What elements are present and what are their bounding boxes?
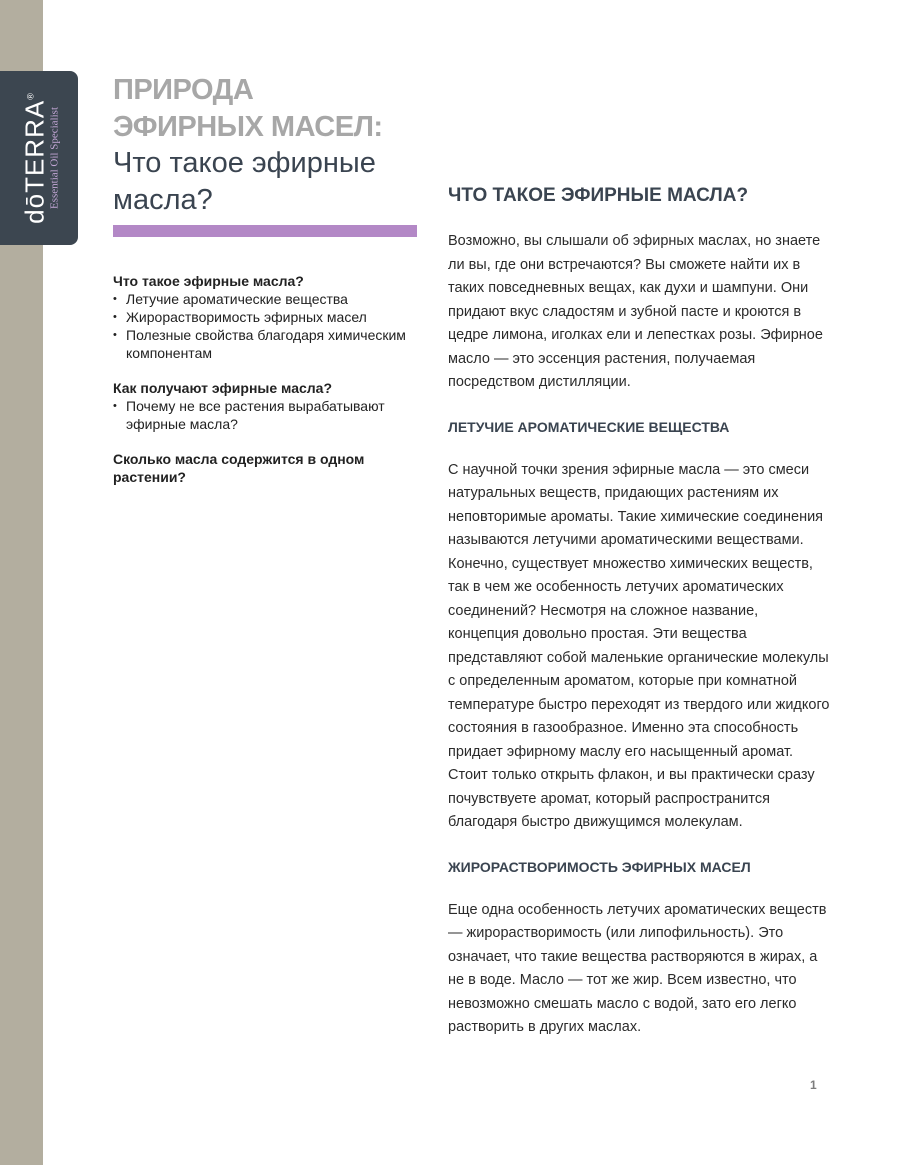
toc-heading-2: Как получают эфирные масла? [113,380,333,396]
article [448,184,833,1040]
title-line-3: Что такое эфирные [113,147,376,179]
section-body-volatile: С научной точки зрения эфирные масла — это смеси натуральных веществ, придающих растениям их неповторимые ароматы. Такие химические соединения называются летучими ароматическими веществами. Конечно, существует множество химических веществ, так в чем же особенность летучих ароматических соединений? Несмотря на сложное название, концепция довольно простая. Эти вещества представляют собой маленькие органические молекулы с определенным ароматом, которые при комнатной температуре быстро переходят из твердого или жидкого состояния в газообразное. Именно эта способность придает эфирному маслу его насыщенный аромат. Стоит только открыть флакон, и вы практически сразу почувствуете аромат, который распространится благодаря быстро движущимся молекулам. [448,461,830,830]
toc-heading-1: Что такое эфирные масла? [113,273,304,289]
toc-list-2 [113,397,413,433]
page-title-primary [113,72,433,146]
section-body-lipophilic: Еще одна особенность летучих ароматических веществ — жирорастворимость (или липофильность). Это означает, что такие вещества растворяются в жирах, а не в воде. Масло — тот же жир. Всем известно, что невозможно смешать масло с водой, зато его легко растворить в других маслах. [448,901,827,1035]
table-of-contents [113,272,413,486]
page-number: 1 [810,1078,817,1092]
title-line-2: ЭФИРНЫХ МАСЕЛ: [113,111,383,143]
section-heading-volatile: ЛЕТУЧИЕ АРОМАТИЧЕСКИЕ ВЕЩЕСТВА [448,418,730,435]
toc-heading-3: Сколько масла содержится в одном растении? [113,451,365,485]
toc-list-1 [113,290,413,362]
registered-mark: ® [25,92,36,100]
page-title-secondary [113,145,433,219]
title-line-4: масла? [113,184,213,216]
toc-item: • Летучие ароматические вещества [113,290,413,308]
article-intro: Возможно, вы слышали об эфирных маслах, но знаете ли вы, где они встречаются? Вы сможете найти их в таких повседневных вещах, как духи и шампуни. Они придают вкус сладостям и зубной пасте и кроются в цедре лимона, иголках ели и лепестках розы. Эфирное масло — это эссенция растения, получаемая посредством дистилляции. [448,233,823,390]
brand-subtitle: Essential Oil Specialist [48,106,61,210]
article-heading: ЧТО ТАКОЕ ЭФИРНЫЕ МАСЛА? [448,185,749,206]
toc-item: • Жирорастворимость эфирных масел [113,308,413,326]
section-heading-lipophilic: ЖИРОРАСТВОРИМОСТЬ ЭФИРНЫХ МАСЕЛ [448,858,751,875]
accent-bar [113,225,417,237]
brand-tab [0,71,78,245]
title-line-1: ПРИРОДА [113,74,254,106]
toc-item: • Полезные свойства благодаря химическим компонентам [113,326,413,362]
toc-item: • Почему не все растения вырабатывают эфирные масла? [113,397,413,433]
brand-name: dōTERRA [19,99,50,224]
brand-logo [17,92,62,224]
